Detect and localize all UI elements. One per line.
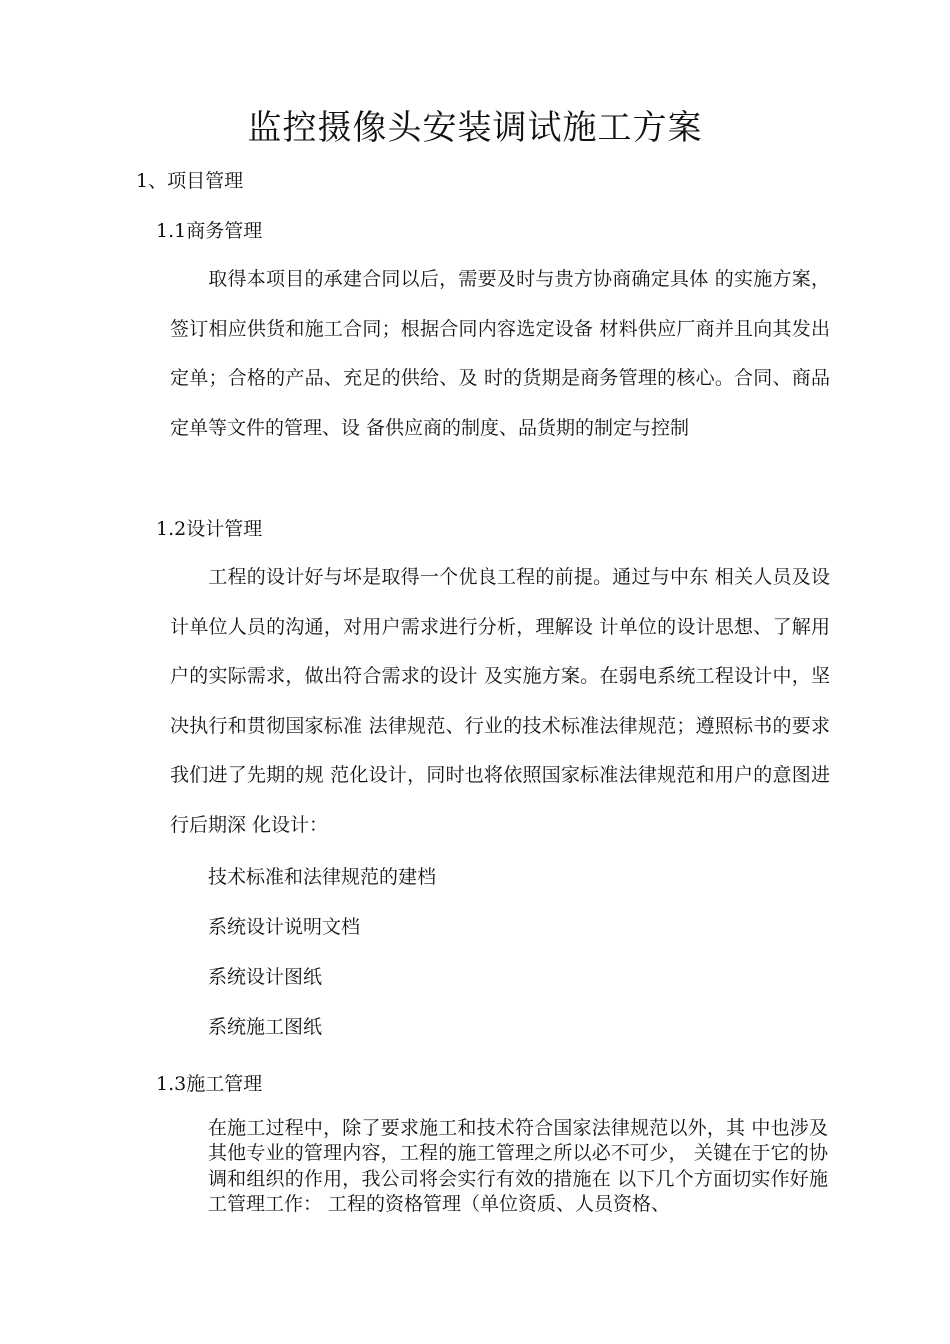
document-title: 监控摄像头安装调试施工方案 (247, 108, 703, 148)
subsection-heading-design: 1.2设计管理 (156, 518, 263, 540)
list-item: 系统设计图纸 (208, 966, 323, 988)
paragraph-text: 取得本项目的承建合同以后，需要及时与贵方协商确定具体 的实施方案，签订相应供货和施工合同；根据合同内容选定设备 材料供应厂商并且向其发出定单；合格的产品、充足的供给、及 时的货期是商务管理的核心。合同、商品定单等文件的管理、设 备供应商的制度、品货期的制定与控制 (170, 268, 830, 439)
section-heading-project-management: 1、项目管理 (136, 170, 244, 192)
paragraph-design-management (170, 553, 830, 851)
paragraph-business-management (170, 255, 830, 453)
list-item: 技术标准和法律规范的建档 (208, 866, 437, 888)
list-item: 系统施工图纸 (208, 1016, 323, 1038)
paragraph-text: 工程的设计好与坏是取得一个优良工程的前提。通过与中东 相关人员及设计单位人员的沟通，对用户需求进行分析，理解设 计单位的设计思想、了解用户的实际需求，做出符合需求的设计 及实施方案。在弱电系统工程设计中，坚决执行和贯彻国家标准 法律规范、行业的技术标准法律规范；遵照标书的要求我们进了先期的规 范化设计，同时也将依照国家标准法律规范和用户的意图进行后期深 化设计： (170, 566, 830, 836)
subsection-heading-construction: 1.3施工管理 (156, 1073, 263, 1095)
paragraph-construction-management: 在施工过程中，除了要求施工和技术符合国家法律规范以外，其 中也涉及其他专业的管理内容，工程的施工管理之所以必不可少， 关键在于它的协调和组织的作用，我公司将会实行有效的措施在 以下几个方面切实作好施工管理工作： 工程的资格管理（单位资质、人员资格、 (208, 1117, 828, 1215)
list-item: 系统设计说明文档 (208, 916, 361, 938)
subsection-heading-business: 1.1商务管理 (156, 220, 263, 242)
